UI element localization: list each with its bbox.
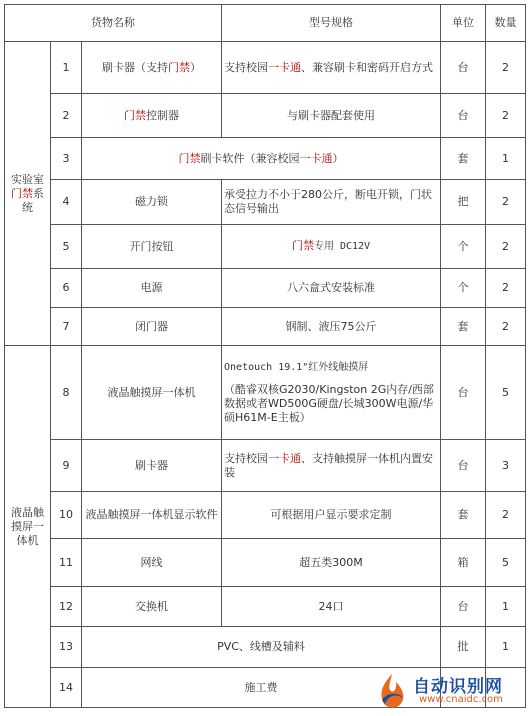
item-unit: 个 bbox=[441, 225, 486, 269]
item-model: 可根据用户显示要求定制 bbox=[222, 492, 441, 539]
header-model: 型号规格 bbox=[222, 5, 441, 42]
table-row bbox=[5, 180, 526, 225]
item-unit: 套 bbox=[441, 308, 486, 346]
row-number: 2 bbox=[51, 94, 82, 138]
item-qty: 3 bbox=[486, 440, 526, 492]
table-row bbox=[5, 138, 526, 180]
item-qty: 5 bbox=[486, 539, 526, 587]
item-merged: 门禁刷卡软件（兼容校园一卡通） bbox=[82, 138, 441, 180]
item-unit: 箱 bbox=[441, 539, 486, 587]
item-name: 磁力锁 bbox=[82, 180, 222, 225]
row-number: 13 bbox=[51, 627, 82, 668]
table-row bbox=[5, 42, 526, 94]
item-unit: 台 bbox=[441, 346, 486, 440]
item-unit: 批 bbox=[441, 627, 486, 668]
group-label-touchscreen: 液晶触摸屏一体机 bbox=[5, 346, 51, 708]
watermark-logo bbox=[373, 672, 523, 712]
row-number: 5 bbox=[51, 225, 82, 269]
item-name: 开门按钮 bbox=[82, 225, 222, 269]
item-unit: 套 bbox=[441, 138, 486, 180]
item-model: 支持校园一卡通、支持触摸屏一体机内置安装 bbox=[222, 440, 441, 492]
item-name: 刷卡器（支持门禁） bbox=[82, 42, 222, 94]
item-model: 钢制、液压75公斤 bbox=[222, 308, 441, 346]
item-qty: 1 bbox=[486, 587, 526, 627]
item-model: 门禁专用 DC12V bbox=[222, 225, 441, 269]
row-number: 9 bbox=[51, 440, 82, 492]
header-name: 货物名称 bbox=[5, 5, 222, 42]
item-qty: 2 bbox=[486, 180, 526, 225]
item-qty: 5 bbox=[486, 346, 526, 440]
item-unit: 台 bbox=[441, 94, 486, 138]
row-number: 6 bbox=[51, 269, 82, 308]
item-merged: PVC、线槽及辅料 bbox=[82, 627, 441, 668]
item-model: Onetouch 19.1"红外线触摸屏 （酷睿双核G2030/Kingston 2G内存/西部数据或者WD500G硬盘/长城300W电源/华硕H61M-E主板） bbox=[222, 346, 441, 440]
item-qty: 1 bbox=[486, 138, 526, 180]
item-model: 承受拉力不小于280公斤，断电开锁，门状态信号输出 bbox=[222, 180, 441, 225]
item-unit: 把 bbox=[441, 180, 486, 225]
row-number: 7 bbox=[51, 308, 82, 346]
row-number: 14 bbox=[51, 668, 82, 708]
item-name: 网线 bbox=[82, 539, 222, 587]
item-name: 闭门器 bbox=[82, 308, 222, 346]
item-name: 电源 bbox=[82, 269, 222, 308]
row-number: 10 bbox=[51, 492, 82, 539]
item-unit: 台 bbox=[441, 440, 486, 492]
header-row bbox=[5, 5, 526, 42]
group-label-lab-access: 实验室 门禁系统 bbox=[5, 42, 51, 346]
table-row bbox=[5, 346, 526, 440]
header-unit: 单位 bbox=[441, 5, 486, 42]
table-row bbox=[5, 587, 526, 627]
item-qty: 2 bbox=[486, 42, 526, 94]
table-row bbox=[5, 539, 526, 587]
row-number: 11 bbox=[51, 539, 82, 587]
item-qty: 2 bbox=[486, 492, 526, 539]
item-qty: 2 bbox=[486, 225, 526, 269]
item-model: 超五类300M bbox=[222, 539, 441, 587]
table-row bbox=[5, 440, 526, 492]
item-qty: 2 bbox=[486, 269, 526, 308]
item-name: 液晶触摸屏一体机显示软件 bbox=[82, 492, 222, 539]
item-name: 交换机 bbox=[82, 587, 222, 627]
goods-table bbox=[4, 4, 526, 708]
item-model: 24口 bbox=[222, 587, 441, 627]
item-qty: 2 bbox=[486, 308, 526, 346]
row-number: 4 bbox=[51, 180, 82, 225]
watermark-title: 自动识别网 bbox=[413, 677, 503, 697]
item-model: 支持校园一卡通、兼容刷卡和密码开启方式 bbox=[222, 42, 441, 94]
item-model: 八六盒式安装标准 bbox=[222, 269, 441, 308]
table-row bbox=[5, 308, 526, 346]
item-qty: 1 bbox=[486, 627, 526, 668]
item-unit: 台 bbox=[441, 42, 486, 94]
row-number: 3 bbox=[51, 138, 82, 180]
table-row bbox=[5, 627, 526, 668]
flame-logo-icon bbox=[373, 672, 411, 712]
item-name: 液晶触摸屏一体机 bbox=[82, 346, 222, 440]
item-merged: 施工费 bbox=[82, 668, 441, 708]
item-unit: 套 bbox=[441, 492, 486, 539]
item-unit: 台 bbox=[441, 587, 486, 627]
item-qty: 2 bbox=[486, 94, 526, 138]
header-qty: 数量 bbox=[486, 5, 526, 42]
item-unit: 个 bbox=[441, 269, 486, 308]
row-number: 8 bbox=[51, 346, 82, 440]
table-row bbox=[5, 94, 526, 138]
table-row bbox=[5, 225, 526, 269]
watermark-url: www.cnaidc.com bbox=[419, 694, 503, 705]
item-model: 与刷卡器配套使用 bbox=[222, 94, 441, 138]
item-name: 刷卡器 bbox=[82, 440, 222, 492]
row-number: 1 bbox=[51, 42, 82, 94]
table-row bbox=[5, 269, 526, 308]
item-name: 门禁控制器 bbox=[82, 94, 222, 138]
table-row bbox=[5, 492, 526, 539]
row-number: 12 bbox=[51, 587, 82, 627]
